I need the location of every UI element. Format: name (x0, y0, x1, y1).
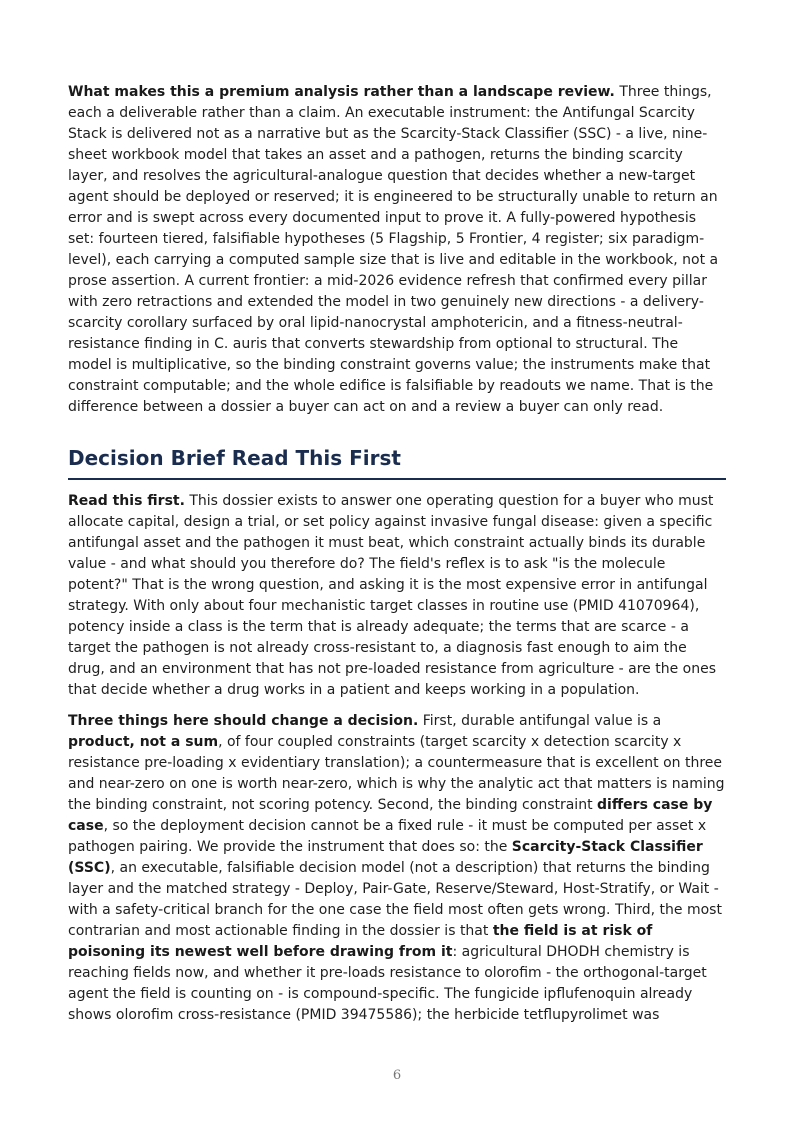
intro-lead: What makes this a premium analysis rather than a landscape review. (68, 84, 615, 100)
intro-paragraph (68, 82, 726, 418)
three-things-text-1: First, durable antifungal value is a (418, 713, 662, 729)
three-things-bold-4: the field is at risk of poisoning its newest well before drawing from it (68, 923, 653, 960)
three-things-text-5: : agricultural DHODH chemistry is reaching fields now, and whether it pre-loads resistance to olorofim - the orthogonal-target agent the field is counting on - is compound-specific. The fungicide ipflufenoquin already shows olorofim cross-resistance (PMID 39475586); the herbicide tetflupyrolimet was (68, 944, 707, 1023)
three-things-bold-1: product, not a sum (68, 734, 219, 750)
three-things-lead: Three things here should change a decision. (68, 713, 419, 729)
page-content (68, 82, 726, 1026)
three-things-paragraph (68, 711, 726, 1026)
three-things-bold-2: differs case by case (68, 797, 713, 834)
page-number: 6 (392, 1068, 402, 1083)
intro-body: Three things, each a deliverable rather than a claim. An executable instrument: the Antifungal Scarcity Stack is delivered not as a narrative but as the Scarcity-Stack Classifier (SSC) - a live, nine-sheet workbook model that takes an asset and a pathogen, returns the binding scarcity layer, and resolves the agricultural-analogue question that decides whether a new-target agent should be deployed or reserved; it is engineered to be structurally unable to return an error and is swept across every documented input to prove it. A fully-powered hypothesis set: fourteen tiered, falsifiable hypotheses (5 Flagship, 5 Frontier, 4 register; six paradigm-level), each carrying a computed sample size that is live and editable in the workbook, not a prose assertion. A current frontier: a mid-2026 evidence refresh that confirmed every pillar with zero retractions and extended the model in two genuinely new directions - a delivery-scarcity corollary surfaced by oral lipid-nanocrystal amphotericin, and a fitness-neutral-resistance finding in C. auris that converts stewardship from optional to structural. The model is multiplicative, so the binding constraint governs value; the instruments make that constraint computable; and the whole edifice is falsifiable by readouts we name. That is the difference between a dossier a buyer can act on and a review a buyer can only read. (68, 84, 719, 415)
section-heading: Decision Brief Read This First (68, 444, 726, 480)
three-things-text-4: , an executable, falsifiable decision model (not a description) that returns the binding layer and the matched strategy - Deploy, Pair-Gate, Reserve/Steward, Host-Stratify, or Wait - with a safety-critical branch for the one case the field most often gets wrong. Third, the most contrarian and most actionable finding in the dossier is that (68, 860, 722, 939)
read-first-lead: Read this first. (68, 493, 185, 509)
read-first-paragraph (68, 491, 726, 701)
three-things-bold-3: Scarcity-Stack Classifier (SSC) (68, 839, 703, 876)
read-first-body: This dossier exists to answer one operating question for a buyer who must allocate capital, design a trial, or set policy against invasive fungal disease: given a specific antifungal asset and the pathogen it must beat, which constraint actually binds its durable value - and what should you therefore do? The field's reflex is to ask "is the molecule potent?" That is the wrong question, and asking it is the most expensive error in antifungal strategy. With only about four mechanistic target classes in routine use (PMID 41070964), potency inside a class is the term that is already adequate; the terms that are scarce - a target the pathogen is not already cross-resistant to, a diagnosis fast enough to aim the drug, and an environment that has not pre-loaded resistance from agriculture - are the ones that decide whether a drug works in a patient and keeps working in a population. (68, 493, 717, 698)
three-things-text-3: , so the deployment decision cannot be a fixed rule - it must be computed per asset x pathogen pairing. We provide the instrument that does so: the (68, 818, 707, 855)
three-things-text-2: , of four coupled constraints (target scarcity x detection scarcity x resistance pre-loading x evidentiary translation); a countermeasure that is excellent on three and near-zero on one is worth near-zero, which is why the analytic act that matters is naming the binding constraint, not scoring potency. Second, the binding constraint (68, 734, 725, 813)
